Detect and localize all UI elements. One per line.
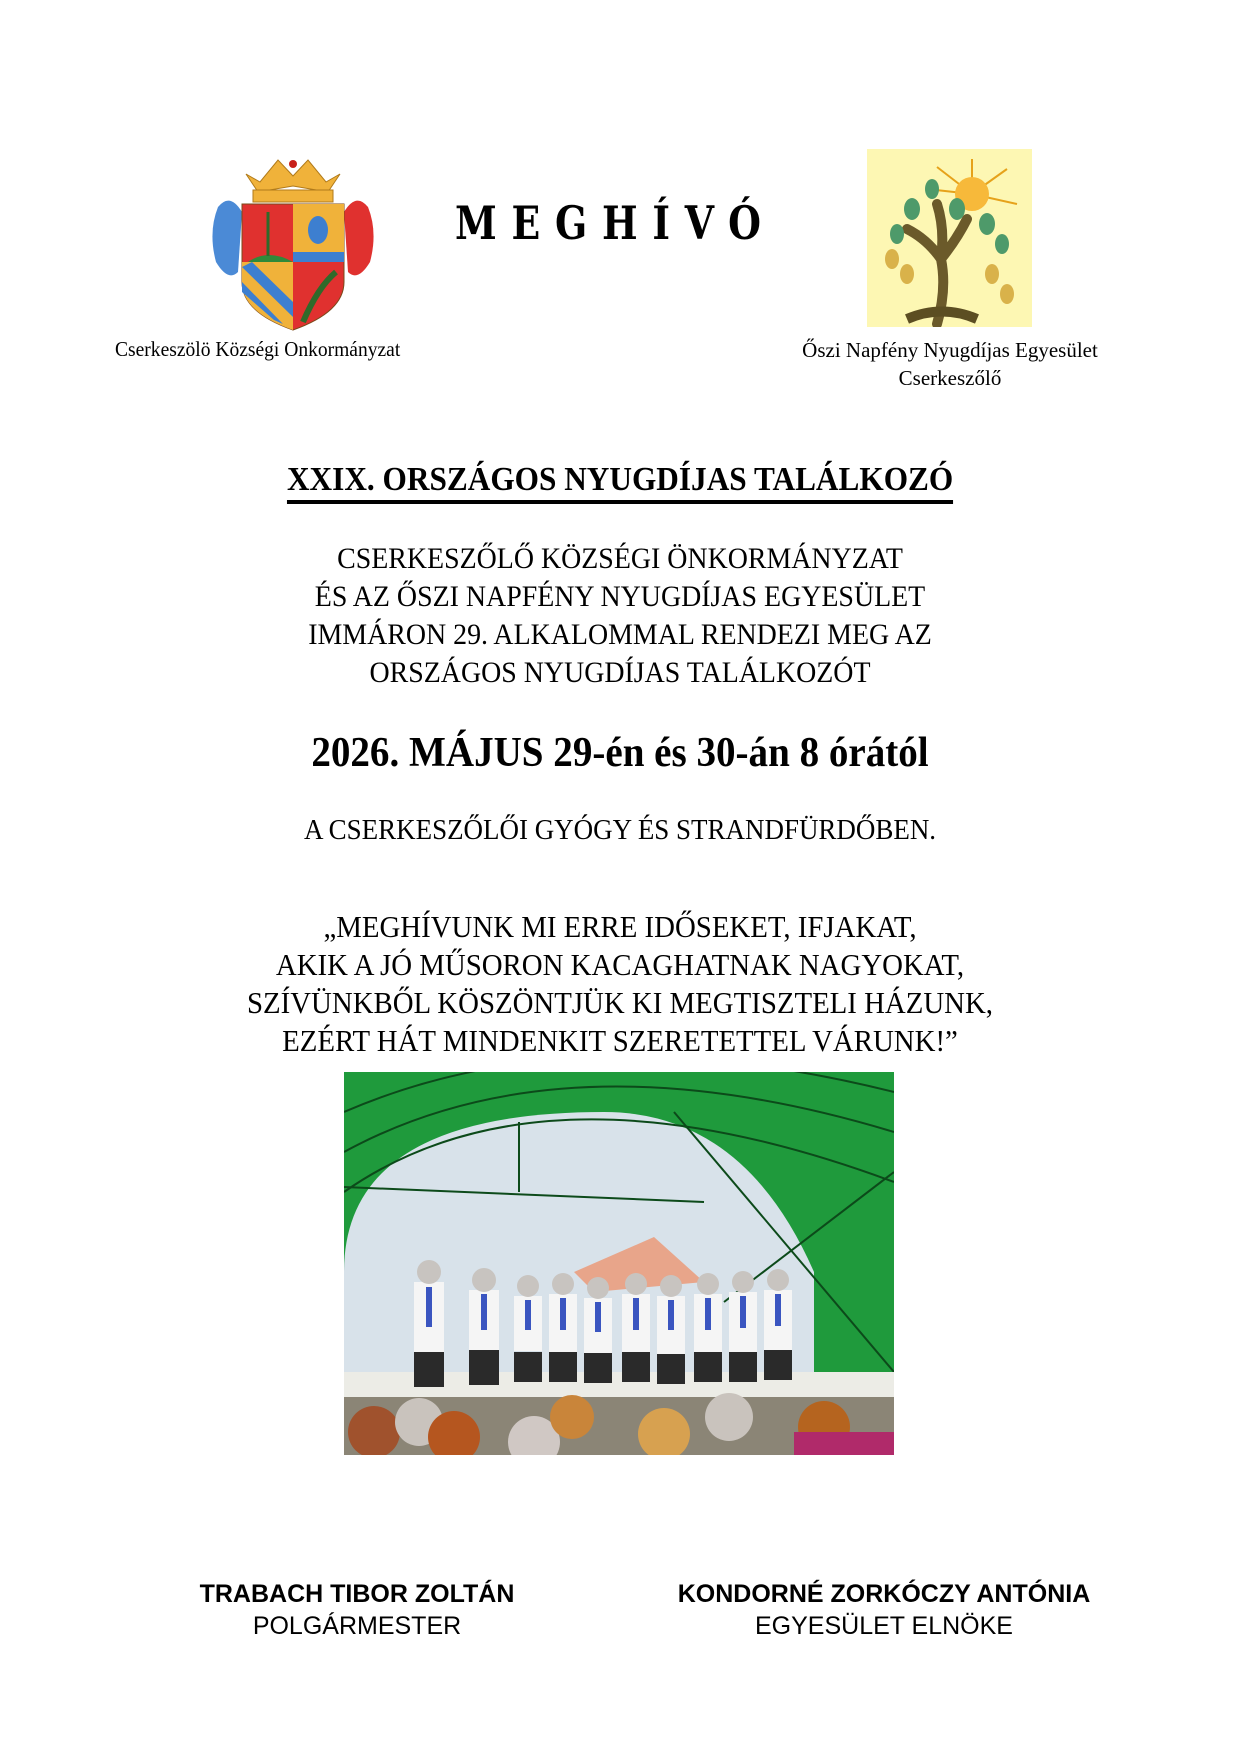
signature-block-president bbox=[634, 1578, 1134, 1642]
left-organization-caption: Cserkeszölö Községi Onkormányzat bbox=[115, 337, 401, 361]
signatory-name: TRABACH TIBOR ZOLTÁN bbox=[199, 1580, 515, 1608]
signatory-name: KONDORNÉ ZORKÓCZY ANTÓNIA bbox=[677, 1580, 1091, 1608]
page-title: MEGHÍVÓ bbox=[455, 196, 776, 250]
signatory-role: EGYESÜLET ELNÖKE bbox=[755, 1612, 1013, 1640]
event-date-text: 2026. MÁJUS 29-én és 30-án 8 órától bbox=[311, 730, 929, 776]
poem-line: EZÉRT HÁT MINDENKIT SZERETETTEL VÁRUNK!” bbox=[282, 1023, 958, 1058]
intro-line: CSERKESZŐLŐ KÖZSÉGI ÖNKORMÁNYZAT bbox=[337, 542, 903, 575]
intro-line: IMMÁRON 29. ALKALOMMAL RENDEZI MEG AZ bbox=[308, 618, 932, 651]
event-date bbox=[0, 728, 1240, 778]
invitation-poem bbox=[0, 908, 1240, 1060]
event-title bbox=[0, 460, 1240, 504]
event-title-text: XXIX. ORSZÁGOS NYUGDÍJAS TALÁLKOZÓ bbox=[287, 460, 953, 504]
event-intro bbox=[0, 540, 1240, 692]
poem-line: SZÍVÜNKBŐL KÖSZÖNTJÜK KI MEGTISZTELI HÁZUNK, bbox=[246, 985, 994, 1020]
choir-on-stage-photo bbox=[344, 1072, 894, 1455]
coat-of-arms-icon bbox=[208, 152, 378, 332]
right-organization-caption bbox=[760, 336, 1140, 392]
intro-line: ORSZÁGOS NYUGDÍJAS TALÁLKOZÓT bbox=[369, 656, 871, 689]
intro-line: ÉS AZ ŐSZI NAPFÉNY NYUGDÍJAS EGYESÜLET bbox=[314, 580, 926, 613]
right-org-town: Cserkeszőlő bbox=[898, 366, 1002, 390]
poem-line: AKIK A JÓ MŰSORON KACAGHATNAK NAGYOKAT, bbox=[275, 947, 965, 982]
right-org-name: Őszi Napfény Nyugdíjas Egyesület bbox=[802, 338, 1098, 362]
tree-sun-icon bbox=[867, 149, 1032, 327]
event-venue bbox=[0, 812, 1240, 848]
poem-line: „MEGHÍVUNK MI ERRE IDŐSEKET, IFJAKAT, bbox=[323, 909, 917, 944]
signatory-role: POLGÁRMESTER bbox=[252, 1612, 462, 1640]
event-venue-text: A CSERKESZŐLŐI GYÓGY ÉS STRANDFÜRDŐBEN. bbox=[303, 814, 937, 846]
signature-block-mayor bbox=[107, 1578, 607, 1642]
